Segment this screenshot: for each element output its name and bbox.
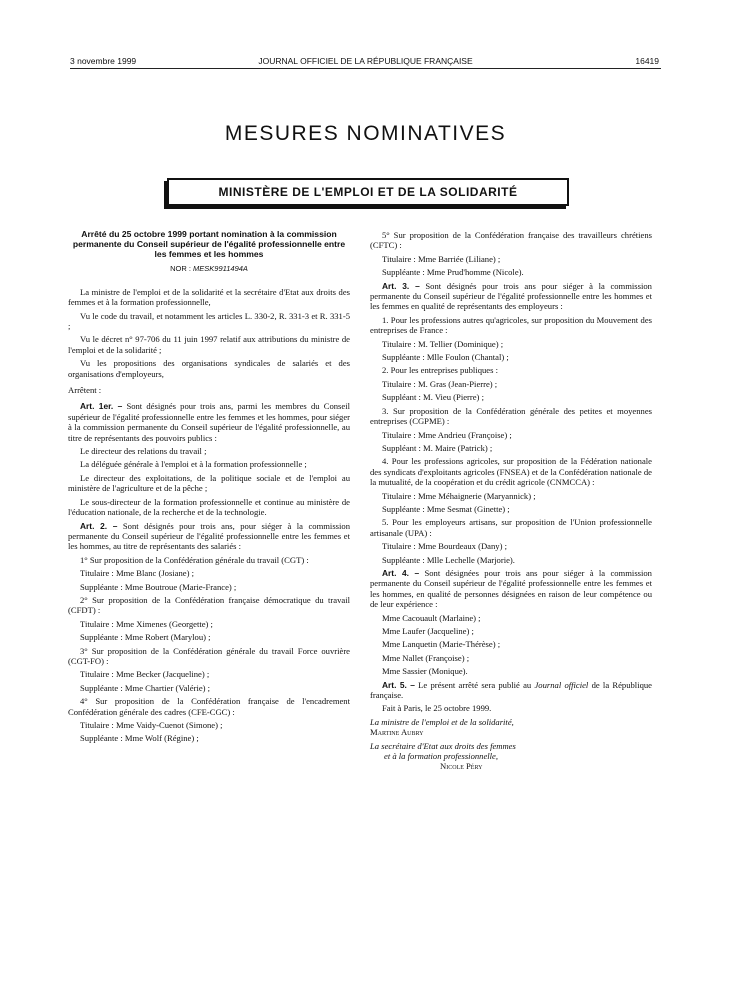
article-3-item: 1. Pour les professions autres qu'agricoles, sur proposition du Mouvement des entreprises de France : xyxy=(370,314,652,336)
section-title: MESURES NOMINATIVES xyxy=(224,122,507,145)
header-journal: JOURNAL OFFICIEL DE LA RÉPUBLIQUE FRANÇAISE xyxy=(258,56,473,66)
fait-a-paris: Fait à Paris, le 25 octobre 1999. xyxy=(382,703,492,714)
header-page-number: 16419 xyxy=(635,56,659,66)
article-4-item: Mme Sassier (Monique). xyxy=(382,666,468,677)
arretent: Arrêtent : xyxy=(68,385,102,396)
article-3-item: Suppléante : Mlle Foulon (Chantal) ; xyxy=(382,352,509,363)
article-4-items xyxy=(370,613,652,677)
article-3-item: Titulaire : Mme Méhaignerie (Maryannick) ; xyxy=(382,490,536,501)
article-2-item: Suppléante : Mme Prud'homme (Nicole). xyxy=(382,267,524,278)
article-1-item: Le sous-directeur de la formation professionnelle et continue au ministère de l'éducation nationale, de la recherche et de la technologie. xyxy=(68,496,350,518)
article-3-item: Titulaire : Mme Bourdeaux (Dany) ; xyxy=(382,541,507,552)
article-1-items xyxy=(68,446,350,517)
article-2-label: Art. 2. – xyxy=(80,520,118,531)
nor-value: MESK9911494A xyxy=(193,264,248,274)
preamble-paragraph: Vu les propositions des organisations syndicales de salariés et des organisations d'employeurs, xyxy=(68,358,350,379)
left-column xyxy=(68,230,350,747)
article-3-item: 3. Sur proposition de la Confédération générale des petites et moyennes entreprises (CGPME) : xyxy=(370,405,652,427)
article-3-item: Titulaire : Mme Andrieu (Françoise) ; xyxy=(382,429,512,440)
article-1 xyxy=(68,401,350,443)
article-2-items xyxy=(68,555,350,744)
article-3-item: 2. Pour les entreprises publiques : xyxy=(382,365,498,376)
article-3-item: Suppléant : M. Vieu (Pierre) ; xyxy=(382,392,484,403)
preamble-paragraph: La ministre de l'emploi et de la solidarité et la secrétaire d'Etat aux droits des femmes et à la formation professionnelle, xyxy=(68,286,350,308)
article-3-label: Art. 3. – xyxy=(382,280,420,291)
article-2-item: Titulaire : Mme Becker (Jacqueline) ; xyxy=(80,669,210,680)
article-2-item: 3° Sur proposition de la Confédération générale du travail Force ouvrière (CGT-FO) : xyxy=(68,645,350,666)
article-5-label: Art. 5. – xyxy=(382,679,415,690)
right-column xyxy=(370,230,652,772)
nor-label: NOR : xyxy=(170,264,191,274)
article-2-item: Titulaire : Mme Ximenes (Georgette) ; xyxy=(80,618,213,629)
article-1-item: Le directeur des relations du travail ; xyxy=(80,446,207,457)
article-2-item: 1° Sur proposition de la Confédération générale du travail (CGT) : xyxy=(80,554,309,565)
article-2-item: Titulaire : Mme Vaidy-Cuenot (Simone) ; xyxy=(80,720,223,731)
article-2-item: 2° Sur proposition de la Confédération française démocratique du travail (CFDT) : xyxy=(68,594,350,616)
article-4-item: Mme Lanquetin (Marie-Thérèse) ; xyxy=(382,639,501,650)
article-3-text: Sont désignés pour trois ans pour siéger à la commission permanente du Conseil supérieur de l'égalité professionnelle entre les hommes et les femmes en qualité de représentants des employeurs : xyxy=(370,280,652,312)
decree-title: Arrêté du 25 octobre 1999 portant nomination à la commission permanente du Conseil supérieur de l'égalité professionnelle entre les femmes et les hommes xyxy=(72,229,346,259)
article-4-item: Mme Cacouault (Marlaine) ; xyxy=(382,612,481,623)
article-4-label: Art. 4. – xyxy=(382,567,420,578)
signatory-1-role: La ministre de l'emploi et de la solidarité, xyxy=(370,716,514,727)
preamble-paragraph: Vu le décret n° 97-706 du 11 juin 1997 relatif aux attributions du ministre de l'emploi et de la solidarité ; xyxy=(68,334,350,355)
article-2-item: Suppléante : Mme Boutroue (Marie-France) ; xyxy=(80,581,237,592)
article-2-item: 5° Sur proposition de la Confédération française des travailleurs chrétiens (CFTC) : xyxy=(370,230,652,251)
article-5-text-a: Le présent arrêté sera publié au xyxy=(418,679,532,690)
article-3 xyxy=(370,281,652,312)
signatory-2-name: Nicole Péry xyxy=(440,761,483,772)
article-2 xyxy=(68,521,350,552)
signatory-2-role-a: La secrétaire d'Etat aux droits des femmes xyxy=(370,740,516,751)
article-4-item: Mme Laufer (Jacqueline) ; xyxy=(382,626,474,636)
article-2-item: Titulaire : Mme Blanc (Josiane) ; xyxy=(80,568,195,579)
article-3-item: Titulaire : M. Gras (Jean-Pierre) ; xyxy=(382,378,498,389)
article-1-item: Le directeur des exploitations, de la politique sociale et de l'emploi au ministère de l'agriculture et de la pêche ; xyxy=(68,472,350,494)
article-2-item: 4° Sur proposition de la Confédération française de l'encadrement Confédération générale des cadres (CFE-CGC) : xyxy=(68,696,350,717)
article-2-item: Suppléante : Mme Chartier (Valérie) ; xyxy=(80,682,211,693)
article-1-text: Sont désignés pour trois ans, parmi les membres du Conseil supérieur de l'égalité professionnelle entre les femmes et les hommes, pour siéger à la commission permanente du Conseil supérieur de l'égalité professionnelle, au titre de représentants des pouvoirs publics : xyxy=(68,401,350,443)
article-2-continued xyxy=(370,230,652,278)
article-4-text: Sont désignées pour trois ans pour siéger à la commission permanente du Conseil supérieur de l'égalité professionnelle entre les femmes et les hommes, en qualité de personnes désignées en raison de leur compétence ou de leur expérience : xyxy=(370,567,652,610)
article-2-text: Sont désignés pour trois ans, pour siéger à la commission permanente du Conseil supérieur de l'égalité professionnelle entre les femmes et les hommes, au titre de représentants des salariés : xyxy=(68,520,350,552)
signatory-2-role-b: et à la formation professionnelle, xyxy=(384,751,499,762)
signatory-1-name: Martine Aubry xyxy=(370,727,424,738)
preamble-paragraph: Vu le code du travail, et notamment les articles L. 330-2, R. 331-3 et R. 331-5 ; xyxy=(68,310,350,332)
article-1-item: La déléguée générale à l'emploi et à la formation professionnelle ; xyxy=(80,459,307,470)
header-date: 3 novembre 1999 xyxy=(70,56,137,66)
article-4-item: Mme Nallet (Françoise) ; xyxy=(382,652,470,663)
article-5-text-b: de la République française. xyxy=(370,679,652,701)
article-5-journal: Journal officiel xyxy=(534,679,589,690)
preamble xyxy=(68,287,350,379)
article-3-item: Suppléante : Mme Sesmat (Ginette) ; xyxy=(382,503,510,514)
article-3-item: 4. Pour les professions agricoles, sur proposition de la Fédération nationale des syndicats d'exploitants agricoles (FNSEA) et de la Confédération nationale de la mutualité, de la coopération et du crédit agricole (CNMCCA) : xyxy=(370,456,652,488)
article-2-item: Suppléante : Mme Robert (Marylou) ; xyxy=(80,632,211,643)
article-3-item: 5. Pour les employeurs artisans, sur proposition de l'Union professionnelle artisanale (UPA) : xyxy=(370,517,652,538)
article-3-item: Suppléante : Mlle Lechelle (Marjorie). xyxy=(382,554,515,565)
article-2-item: Titulaire : Mme Barriée (Liliane) ; xyxy=(382,253,501,264)
article-4 xyxy=(370,568,652,610)
article-1-label: Art. 1er. – xyxy=(80,401,123,412)
ministry-box: MINISTÈRE DE L'EMPLOI ET DE LA SOLIDARITÉ xyxy=(167,178,569,206)
nor-reference xyxy=(68,264,350,274)
article-3-item: Titulaire : M. Tellier (Dominique) ; xyxy=(382,338,504,349)
article-5 xyxy=(370,680,652,701)
article-3-item: Suppléant : M. Maire (Patrick) ; xyxy=(382,442,493,453)
article-3-items xyxy=(370,315,652,565)
article-2-item: Suppléante : Mme Wolf (Régine) ; xyxy=(80,733,199,744)
header-rule xyxy=(70,68,661,69)
